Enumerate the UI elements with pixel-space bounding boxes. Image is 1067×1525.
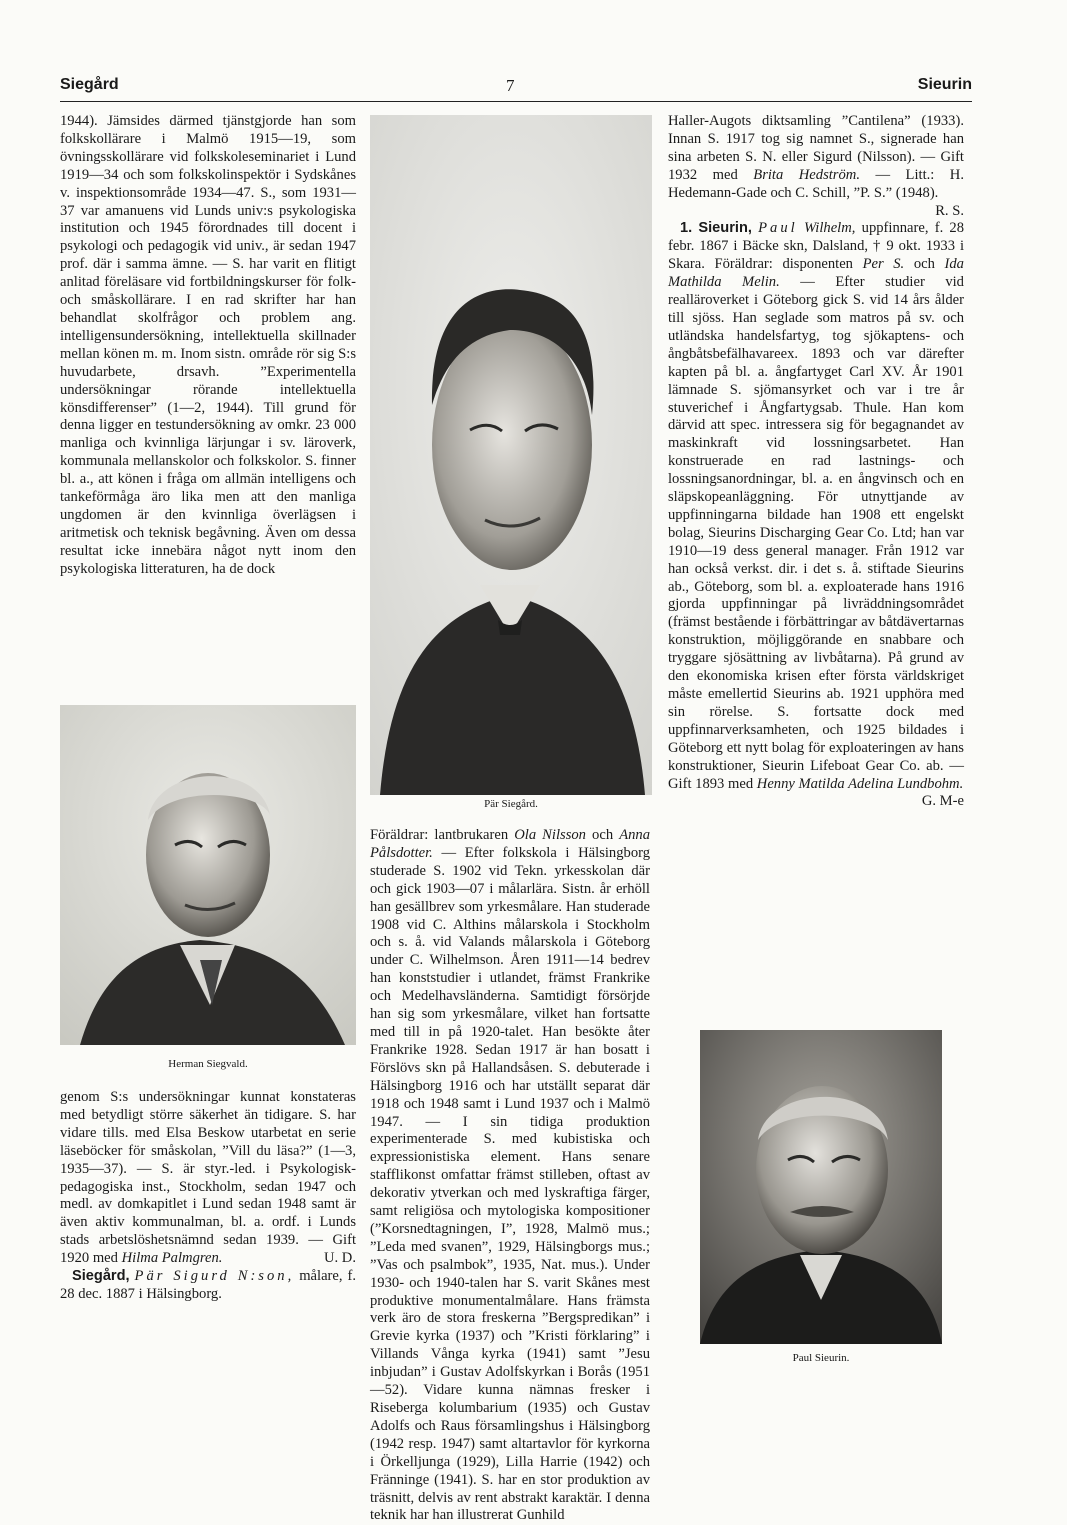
- text-and: och: [592, 827, 614, 843]
- photo-herman-siegvald: [60, 705, 356, 1045]
- portrait-image: [370, 115, 652, 795]
- entry-sieurin: [668, 220, 965, 810]
- portrait-image: [700, 1030, 942, 1344]
- entry-number: 1.: [680, 220, 693, 237]
- parent-mother: Anna Pålsdotter.: [370, 827, 650, 861]
- signature-rs: R. S.: [935, 202, 964, 219]
- column-2-text: [370, 827, 650, 1525]
- text-siegard-end: Haller-Augots diktsamling ”Cantilena” (1933). Innan S. 1917 tog sig namnet S., signerade han sina arbeten S. N. eller Sigurd (Nilsson). — Gift 1932 med: [668, 113, 964, 183]
- column-1-top: [60, 113, 356, 579]
- parent-father-sieurin: Per S.: [862, 256, 905, 273]
- signature-gme: G. M-e: [921, 793, 964, 810]
- paragraph-siegvald-end: [60, 1089, 356, 1268]
- text-and-2: och: [913, 256, 935, 273]
- column-3-text: [668, 113, 964, 811]
- portrait-image: [60, 705, 356, 1045]
- caption-paul-sieurin: Paul Sieurin.: [792, 1352, 850, 1364]
- caption-par-siegard: Pär Siegård.: [484, 798, 538, 810]
- entry-siegard: [60, 1268, 356, 1304]
- running-head-right: Sieurin: [917, 76, 972, 93]
- running-head-left: Siegård: [60, 76, 119, 93]
- parent-mother-sieurin: Ida Mathilda Melin.: [668, 256, 964, 291]
- text-sieurin-intro: uppfinnare, f. 28 febr. 1867 i Bäcke skn, Dalsland, † 9 okt. 1933 i Skara. Föräldrar: disponenten: [668, 220, 965, 273]
- text-parents-intro: Föräldrar: lantbrukaren: [370, 827, 509, 843]
- entry-given-sieurin: Paul: [758, 220, 798, 237]
- parent-father: Ola Nilsson: [514, 827, 586, 843]
- entry-text-siegard: målare, f. 28 dec. 1887 i Hälsingborg.: [60, 1268, 356, 1302]
- paragraph-siegard-bio: [370, 827, 650, 1525]
- spouse-siegvald: Hilma Palmgren.: [121, 1250, 223, 1267]
- paragraph-siegard-end: [668, 113, 964, 219]
- entry-headword-sieurin: Sieurin,: [698, 220, 752, 237]
- photo-paul-sieurin: [700, 1030, 942, 1344]
- entry-headword-siegard: Siegård,: [72, 1268, 130, 1285]
- caption-herman-siegvald: Herman Siegvald.: [168, 1058, 248, 1070]
- header-rule: [60, 101, 972, 102]
- spouse-siegard: Brita Hedström.: [753, 166, 860, 183]
- text-literature: — Litt.: H. Hedemann-Gade och C. Schill, ”P. S.” (1948).: [668, 166, 964, 201]
- page-number: 7: [506, 76, 515, 95]
- text-sieurin-bio: — Efter studier vid realläroverket i Göteborg gick S. vid 14 års ålder till sjöss. Han seglade som matros på sv. och utländska handelsfartyg, tog sjökaptens- och ångbåtsbefälhavareex. 1893 och var därefter kapten på bl. a. ångfartyget Carl XV. År 1901 lämnade S. sjömansyrket och var i tre år stuverichef i Ångfartygsab. Thule. Han kom därvid att spec. intressera sig för begagnandet av maskinkraft vid lossningsarbetet. Han konstruerade en rad lastnings- och lossningsanordningar, bl. a. en ångvinsch och en släpskopeanläggning. För utnyttjande av uppfinningarna bildade han 1908 ett engelskt bolag, Sieurins Discharging Gear Co. Ltd; han var 1910—19 dess general manager. Från 1912 var han också verkst. dir. i det s. å. stiftade Sieurins ab., Göteborg, som bl. a. exploaterade hans 1916 gjorda uppfinningar på livräddningsområdet (främst bestående i förbättringar av båtdävertarnas konstruktion, möjliggörande en snabbare och tryggare sjösättning av livbåtarna). På grund av den ekonomiska krisen efter första världskriget måste emellertid Sieurins ab. 1921 upphöra med sin rörelse. S. fortsatte dock med uppfinnarverksamheten, och 1925 bildades i Göteborg ett nytt bolag för exploateringen av hans konstruktioner, Sieurin Lifeboat Gear Co. ab. — Gift 1893 med: [668, 274, 964, 792]
- spouse-sieurin: Henny Matilda Adelina Lundbohm.: [756, 775, 964, 792]
- entry-given-sieurin-2: Wilhelm,: [803, 220, 856, 237]
- entry-given-siegard: Pär Sigurd N:son,: [134, 1268, 295, 1285]
- photo-par-siegard: [370, 115, 652, 795]
- signature-ud: U. D.: [323, 1250, 356, 1267]
- column-1-bottom: [60, 1089, 356, 1304]
- text-siegvald-end: genom S:s undersökningar kunnat konstateras med betydligt större säkerhet än tidigare. S. har vidare tills. med Elsa Beskow utarbetat en serie läseböcker för småskolan, ”Vill du läsa?” (1—3, 1935—37). — S. är styr.-led. i Psykologisk-pedagogiska inst., Stockholm, sedan 1947 och medl. av domkapitlet i Lund sedan 1948 samt är även aktiv kommunalman, bl. a. ordf. i Lunds stads arbetslöshetsnämnd sedan 1939. — Gift 1920 med: [60, 1089, 356, 1267]
- text-siegard-bio: — Efter folkskola i Hälsingborg studerade S. 1902 vid Tekn. yrkesskolan där och gick 1903—07 i målarlära. Sistn. år erhöll han gesällbrev som yrkesmålare. Han studerade 1908 vid C. Althins målarskola i Stockholm och s. å. vid Valands målarskola i Göteborg under C. Wilhelmson. Åren 1911—14 bedrev han konststudier i utlandet, främst Frankrike och Medelhavsländerna. Samtidigt försörjde han sig som yrkesmålare, vilket han fortsatte med till in på 1920-talet. Han besökte åter Frankrike 1928. Sedan 1917 är han bosatt i Förslövs skn på Hallandsåsen. S. debuterade i Hälsingborg 1916 och har utställt separat där 1918 och 1948 samt i Lund 1937 och i Malmö 1947. — I sin tidiga produktion experimenterade S. med kubistiska och expressionistiska element. Hans senare stafflikonst omfattar främst stilleben, oftast av dekorativ ytverkan och med lyskraftiga färger, samt religiösa och mytologiska kompositioner (”Korsnedtagningen, I”, 1928, Malmö mus.; ”Leda med svanen”, 1929, Hälsingborgs mus.; ”Vas och psalmbok”, 1935, Nat. mus.). Under 1930- och 1940-talen har S. varit Skånes mest produktive monumentalmålare. Hans främsta verk äro de stora freskerna ”Bergspredikan” i Grevie kyrka (1937) och ”Kristi förklaring” i Villands Vånga kyrka (1941) samt ”Jesu inbjudan” i Gustav Adolfskyrkan i Borås (1951—52). Vidare kunna nämnas fresker i Riseberga kolumbarium (1935) och Gustav Adolfs och Raus församlingshus i Hälsingborg (1942 resp. 1947) samt altartavlor för kyrkorna i Örkelljunga (1929), Lilla Harrie (1942) och Fränninge (1941). S. har en stor produktion av träsnitt, delvis av rent abstrakt karaktär. I denna teknik har han illustrerat Gunhild: [370, 844, 651, 1524]
- paragraph-siegvald-cont: 1944). Jämsides därmed tjänstgjorde han som folkskollärare i Malmö 1915—19, som övningsskollärare vid folkskoleseminariet i Lund 1919—34 och som folkskolinspektör i Sydskånes v. inspektionsområde 1934—47. S., som 1931—37 var amanuens vid Lunds univ:s psykologiska institution och 1945 förordnades till docent i psykologi och pedagogik vid univ., är sedan 1947 prof. där i samma ämne. — S. har varit en flitigt anlitad föreläsare vid fortbildningskurser för folk- och småskollärare. I en rad skrifter har han behandlat skolfrågor och problem ang. intelligensundersökning, intellektuella skillnader mellan könen m. m. Inom sistn. område rör sig S:s huvudarbete, drsavh. ”Experimentella undersökningar rörande intellektuella könsdifferenser” (1—2, 1944). Till grund för denna ligger en testundersökning av omkr. 23 000 manliga och kvinnliga lärjungar i sv. läroverk, kommunala mellanskolor och folkskolor. S. finner bl. a., att könen i fråga om allmän intelligens och tankeförmåga äro lika men att den manliga ungdomen är den kvinnliga överlägsen i aritmetisk och teknisk begåvning. Även om dessa resultat icke innebära något nytt inom den psykologiska litteraturen, ha de dock: [60, 113, 356, 577]
